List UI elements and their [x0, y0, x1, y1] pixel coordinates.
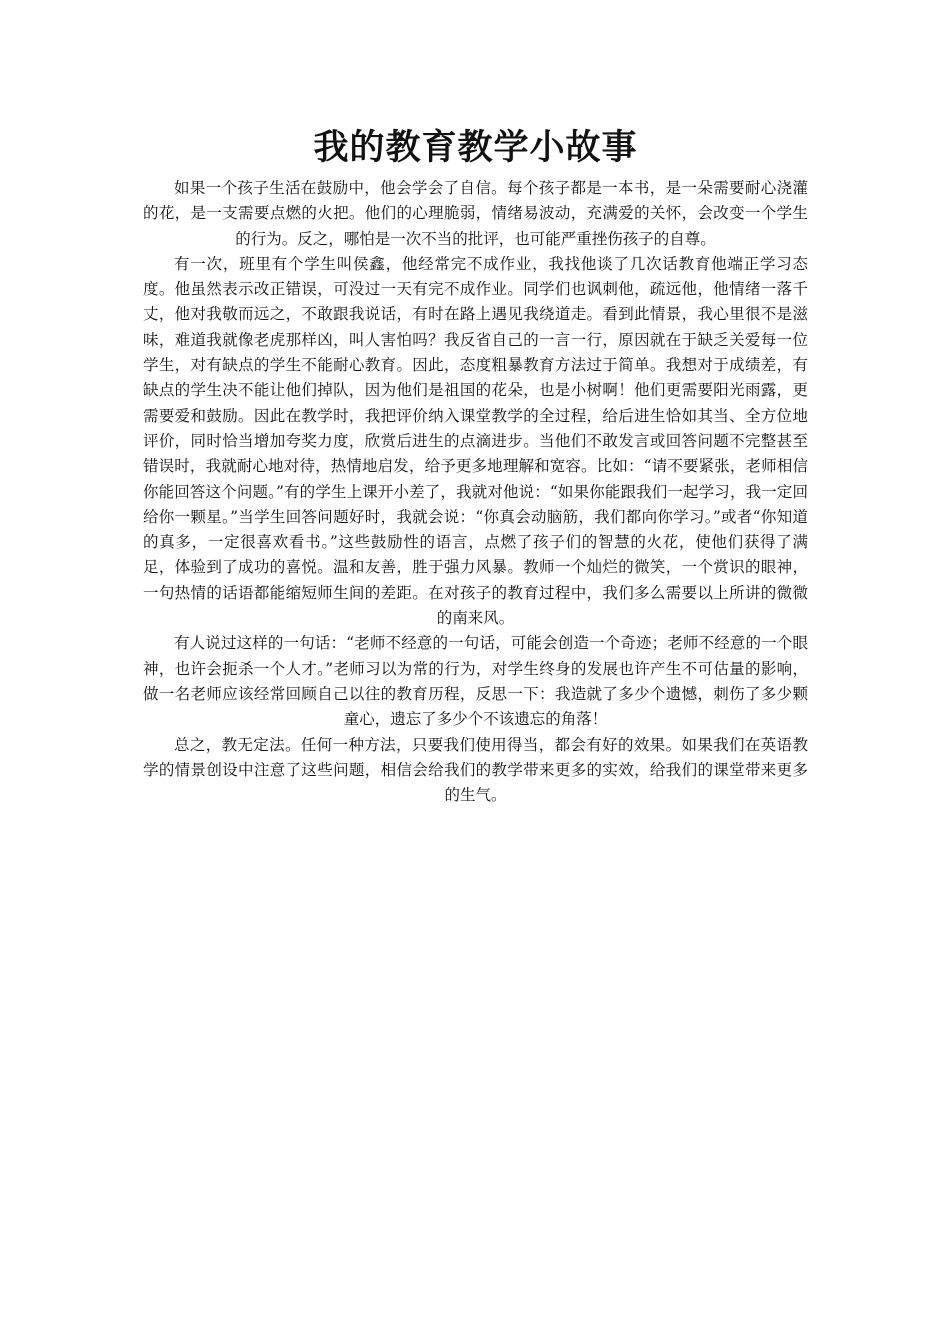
paragraph-story: 有一次，班里有个学生叫侯鑫，他经常完不成作业，我找他谈了几次话教育他端正学习态度。他虽然表示改正错误，可没过一天有完不成作业。同学们也讽刺他，疏远他，他情绪一落千丈，他对我敬而远之，不敢跟我说话，有时在路上遇见我绕道走。看到此情景，我心里很不是滋味，难道我就像老虎那样凶，叫人害怕吗？我反省自己的一言一行，原因就在于缺乏关爱每一位学生，对有缺点的学生不能耐心教育。因此，态度粗暴教育方法过于简单。我想对于成绩差，有缺点的学生决不能让他们掉队，因为他们是祖国的花朵，也是小树啊！他们更需要阳光雨露，更需要爱和鼓励。因此在教学时，我把评价纳入课堂教学的全过程，给后进生恰如其当、全方位地评价，同时恰当增加夸奖力度，欣赏后进生的点滴进步。当他们不敢发言或回答问题不完整甚至错误时，我就耐心地对待，热情地启发，给予更多地理解和宽容。比如：“请不要紧张，老师相信你能回答这个问题。”有的学生上课开小差了，我就对他说：“如果你能跟我们一起学习，我一定回给你一颗星。”当学生回答问题好时，我就会说：“你真会动脑筋，我们都向你学习。”或者“你知道的真多，一定很喜欢看书。”这些鼓励性的语言，点燃了孩子们的智慧的火花，使他们获得了满足，体验到了成功的喜悦。温和友善，胜于强力风暴。教师一个灿烂的微笑，一个赏识的眼神，一句热情的话语都能缩短师生间的差距。在对孩子的教育过程中，我们多么需要以上所讲的微微的南来风。	[143, 254, 808, 628]
paragraph-conclusion: 总之，教无定法。任何一种方法，只要我们使用得当，都会有好的效果。如果我们在英语教学的情景创设中注意了这些问题，相信会给我们的教学带来更多的实效，给我们的课堂带来更多的生气。	[143, 735, 808, 805]
paragraph-intro: 如果一个孩子生活在鼓励中，他会学会了自信。每个孩子都是一本书，是一朵需要耐心浇灌的花，是一支需要点燃的火把。他们的心理脆弱，情绪易波动，充满爱的关怀，会改变一个学生的行为。反之，哪怕是一次不当的批评，也可能严重挫伤孩子的自尊。	[143, 179, 808, 248]
document-title: 我的教育教学小故事	[313, 128, 638, 168]
paragraph-quote: 有人说过这样的一句话：“老师不经意的一句话，可能会创造一个奇迹；老师不经意的一个眼神，也许会扼杀一个人才。”老师习以为常的行为，对学生终身的发展也许产生不可估量的影响，做一名老师应该经常回顾自己以往的教育历程，反思一下：我造就了多少个遗憾，刺伤了多少颗童心，遗忘了多少个不该遗忘的角落！	[143, 634, 808, 729]
document-page	[143, 124, 808, 808]
